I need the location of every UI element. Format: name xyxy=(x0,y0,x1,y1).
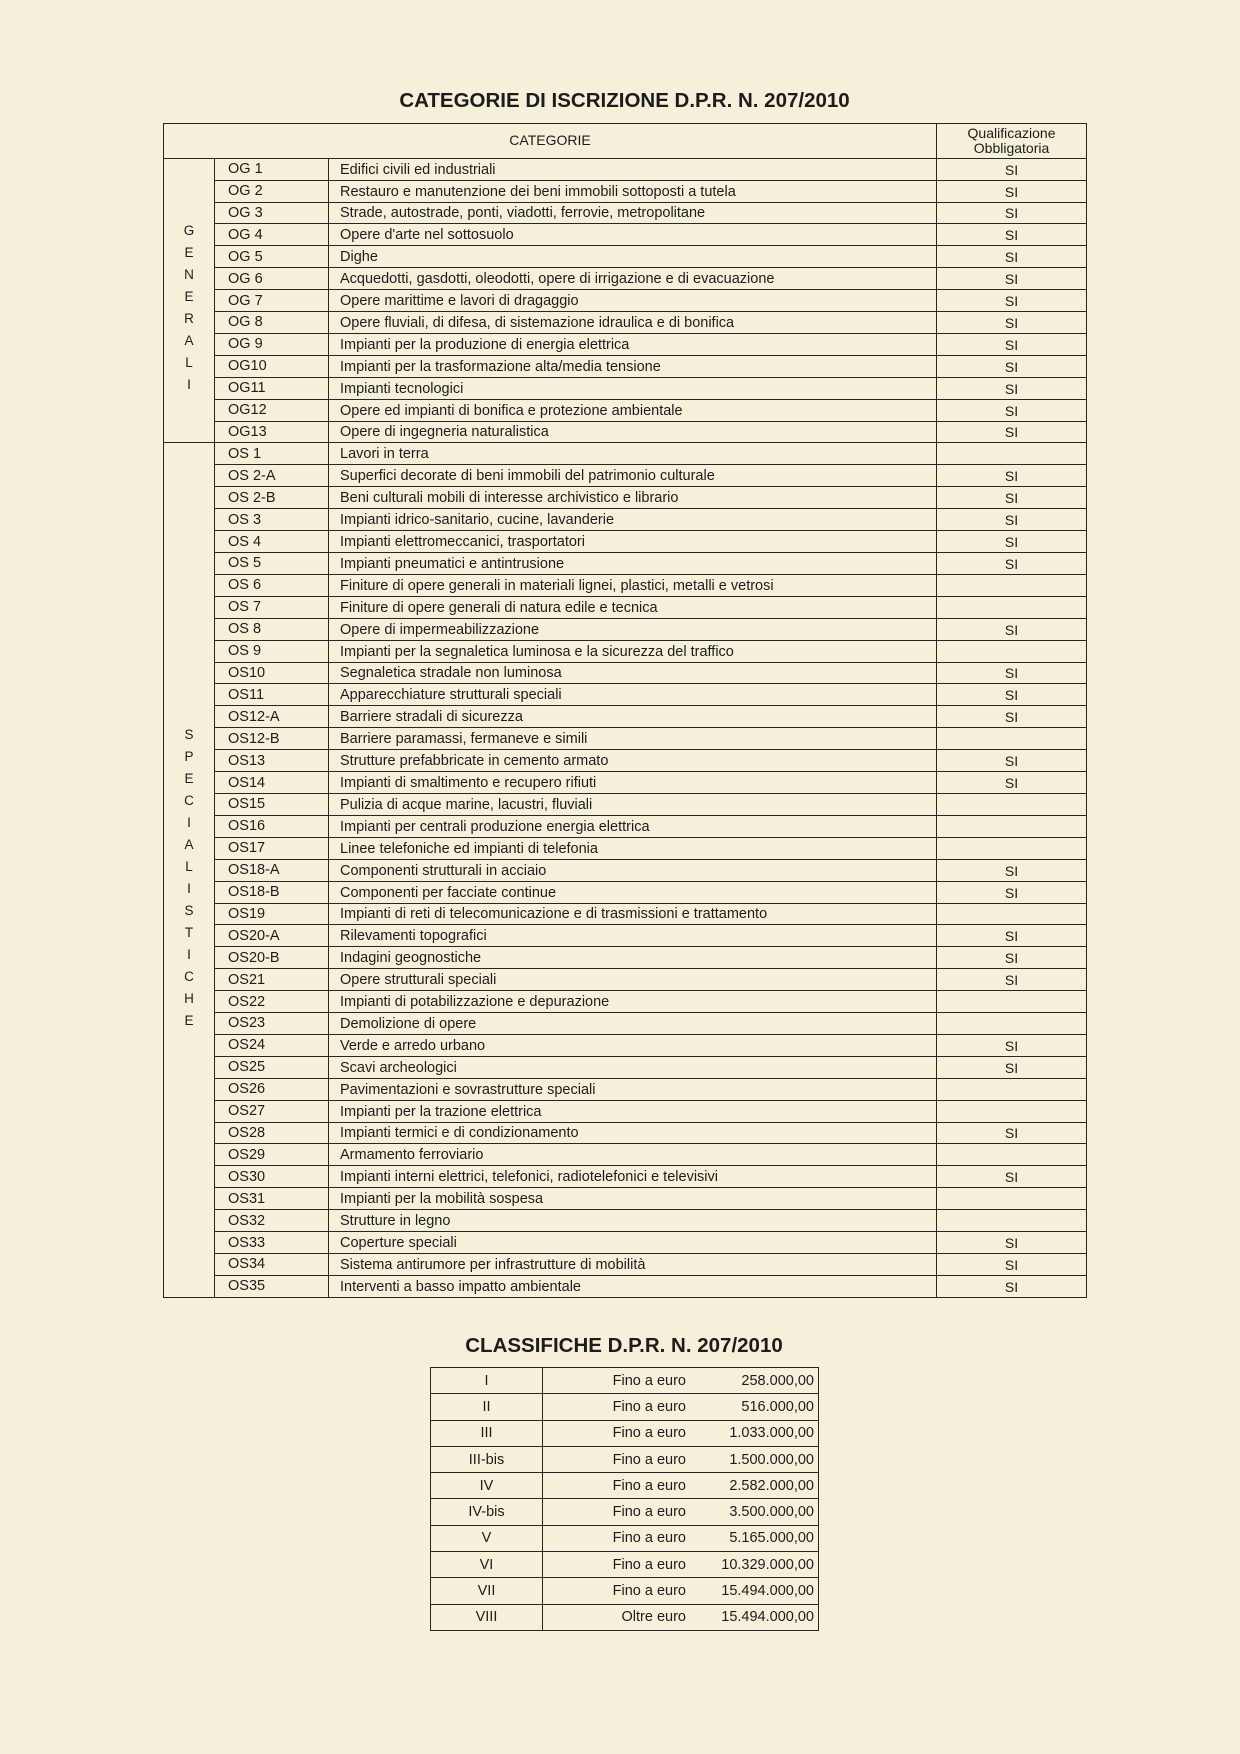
category-description: Scavi archeologici xyxy=(329,1056,937,1078)
classifica-row xyxy=(431,1420,819,1446)
category-description: Pavimentazioni e sovrastrutture speciali xyxy=(329,1078,937,1100)
classifica-amount: 1.500.000,00 xyxy=(729,1451,814,1468)
qualification-required: SI xyxy=(937,750,1087,772)
category-code: OS11 xyxy=(215,684,329,706)
category-code: OS17 xyxy=(215,837,329,859)
category-code: OS18-B xyxy=(215,881,329,903)
category-description: Beni culturali mobili di interesse archivistico e librario xyxy=(329,487,937,509)
category-code: OG13 xyxy=(215,421,329,443)
category-code: OS 4 xyxy=(215,531,329,553)
table-row xyxy=(164,1122,1087,1144)
group-label-letter: E xyxy=(184,1012,194,1028)
table-row xyxy=(164,991,1087,1013)
category-description: Impianti di smaltimento e recupero rifiuti xyxy=(329,772,937,794)
classifica-limit-label: Fino a euro xyxy=(612,1477,686,1494)
qualification-required xyxy=(937,640,1087,662)
table-row xyxy=(164,662,1087,684)
category-description: Strutture prefabbricate in cemento armato xyxy=(329,750,937,772)
group-label-letter: G xyxy=(183,223,195,239)
classifica-row xyxy=(431,1604,819,1630)
qualification-required: SI xyxy=(937,290,1087,312)
qualification-required: SI xyxy=(937,246,1087,268)
classifica-row xyxy=(431,1525,819,1551)
table-row xyxy=(164,1100,1087,1122)
qualification-required xyxy=(937,1100,1087,1122)
classifica-limit-label: Fino a euro xyxy=(612,1372,686,1389)
group-label-letter: L xyxy=(185,355,193,371)
category-description: Indagini geognostiche xyxy=(329,947,937,969)
qualification-required: SI xyxy=(937,925,1087,947)
category-code: OS33 xyxy=(215,1232,329,1254)
table-row xyxy=(164,421,1087,443)
table-row xyxy=(164,706,1087,728)
classifica-amount: 258.000,00 xyxy=(741,1372,814,1389)
qualification-required xyxy=(937,903,1087,925)
category-code: OG 4 xyxy=(215,224,329,246)
group-label-letter: E xyxy=(184,289,194,305)
category-description: Opere di impermeabilizzazione xyxy=(329,618,937,640)
table-row xyxy=(164,531,1087,553)
table-row xyxy=(164,618,1087,640)
classifica-limit-label: Fino a euro xyxy=(612,1451,686,1468)
classifica-row xyxy=(431,1368,819,1394)
table-row xyxy=(164,793,1087,815)
qualification-required xyxy=(937,1013,1087,1035)
table-row xyxy=(164,1232,1087,1254)
qualification-required: SI xyxy=(937,465,1087,487)
category-code: OS23 xyxy=(215,1013,329,1035)
classifica-level: IV-bis xyxy=(431,1499,543,1525)
classifica-limit-label: Fino a euro xyxy=(612,1583,686,1600)
qualification-required: SI xyxy=(937,1122,1087,1144)
classifica-amount: 1.033.000,00 xyxy=(729,1425,814,1442)
table-row xyxy=(164,947,1087,969)
table-row xyxy=(164,1013,1087,1035)
table-row xyxy=(164,1210,1087,1232)
qualification-required xyxy=(937,793,1087,815)
category-code: OS24 xyxy=(215,1034,329,1056)
category-code: OS12-B xyxy=(215,728,329,750)
table-row xyxy=(164,1078,1087,1100)
category-description: Impianti pneumatici e antintrusione xyxy=(329,553,937,575)
qualification-required: SI xyxy=(937,684,1087,706)
group-label-letter: T xyxy=(184,924,194,940)
category-code: OS20-A xyxy=(215,925,329,947)
table-row xyxy=(164,333,1087,355)
category-code: OS19 xyxy=(215,903,329,925)
category-description: Acquedotti, gasdotti, oleodotti, opere di irrigazione e di evacuazione xyxy=(329,268,937,290)
classifica-limit-label: Fino a euro xyxy=(612,1556,686,1573)
qualification-required: SI xyxy=(937,706,1087,728)
classifica-row xyxy=(431,1578,819,1604)
classifica-limit-cell xyxy=(543,1368,819,1394)
qualification-required: SI xyxy=(937,881,1087,903)
qualification-required: SI xyxy=(937,1166,1087,1188)
category-code: OS30 xyxy=(215,1166,329,1188)
category-code: OS 9 xyxy=(215,640,329,662)
table-row xyxy=(164,772,1087,794)
table-row xyxy=(164,290,1087,312)
qualification-required: SI xyxy=(937,531,1087,553)
group-label-letter: C xyxy=(184,968,194,984)
table-row xyxy=(164,574,1087,596)
category-description: Restauro e manutenzione dei beni immobili sottoposti a tutela xyxy=(329,180,937,202)
table-row xyxy=(164,509,1087,531)
table-row xyxy=(164,1056,1087,1078)
category-description: Impianti per la trazione elettrica xyxy=(329,1100,937,1122)
qualification-required: SI xyxy=(937,553,1087,575)
classifica-level: V xyxy=(431,1525,543,1551)
category-code: OG 7 xyxy=(215,290,329,312)
table-row xyxy=(164,859,1087,881)
qualification-required: SI xyxy=(937,268,1087,290)
qualification-required xyxy=(937,815,1087,837)
category-description: Edifici civili ed industriali xyxy=(329,158,937,180)
table-row xyxy=(164,246,1087,268)
category-code: OG 3 xyxy=(215,202,329,224)
classifica-row xyxy=(431,1394,819,1420)
category-description: Opere marittime e lavori di dragaggio xyxy=(329,290,937,312)
categories-table-body xyxy=(164,158,1087,1297)
group-label xyxy=(164,724,214,1032)
group-label-letter: E xyxy=(184,770,194,786)
category-description: Rilevamenti topografici xyxy=(329,925,937,947)
header-obbligatoria: Obbligatoria xyxy=(973,139,1050,156)
category-description: Dighe xyxy=(329,246,937,268)
classifica-amount: 516.000,00 xyxy=(741,1398,814,1415)
category-code: OS 3 xyxy=(215,509,329,531)
classifica-level: III xyxy=(431,1420,543,1446)
classifica-amount: 15.494.000,00 xyxy=(721,1583,814,1600)
qualification-required: SI xyxy=(937,180,1087,202)
classifica-limit-cell xyxy=(543,1552,819,1578)
qualification-required: SI xyxy=(937,662,1087,684)
category-code: OG 6 xyxy=(215,268,329,290)
table-row xyxy=(164,1034,1087,1056)
qualification-required: SI xyxy=(937,1056,1087,1078)
qualification-required xyxy=(937,443,1087,465)
qualification-required: SI xyxy=(937,377,1087,399)
category-description: Impianti elettromeccanici, trasportatori xyxy=(329,531,937,553)
qualification-required xyxy=(937,1188,1087,1210)
category-code: OS 6 xyxy=(215,574,329,596)
category-description: Impianti per la segnaletica luminosa e la sicurezza del traffico xyxy=(329,640,937,662)
category-description: Componenti per facciate continue xyxy=(329,881,937,903)
category-description: Finiture di opere generali in materiali lignei, plastici, metalli e vetrosi xyxy=(329,574,937,596)
category-code: OG 8 xyxy=(215,312,329,334)
qualification-required: SI xyxy=(937,399,1087,421)
category-code: OS 2-B xyxy=(215,487,329,509)
classifica-limit-label: Oltre euro xyxy=(621,1609,686,1626)
category-description: Impianti di potabilizzazione e depurazione xyxy=(329,991,937,1013)
category-code: OS14 xyxy=(215,772,329,794)
category-code: OS35 xyxy=(215,1275,329,1297)
table-header-row xyxy=(164,124,1087,159)
category-code: OG 9 xyxy=(215,333,329,355)
categories-table-head xyxy=(164,124,1087,159)
category-code: OG 5 xyxy=(215,246,329,268)
classifica-amount: 5.165.000,00 xyxy=(729,1530,814,1547)
category-description: Opere strutturali speciali xyxy=(329,969,937,991)
category-description: Apparecchiature strutturali speciali xyxy=(329,684,937,706)
category-description: Componenti strutturali in acciaio xyxy=(329,859,937,881)
category-description: Impianti per la produzione di energia elettrica xyxy=(329,333,937,355)
category-code: OS16 xyxy=(215,815,329,837)
category-description: Opere d'arte nel sottosuolo xyxy=(329,224,937,246)
table-row xyxy=(164,399,1087,421)
qualification-required: SI xyxy=(937,509,1087,531)
qualification-required: SI xyxy=(937,1254,1087,1276)
table-row xyxy=(164,640,1087,662)
qualification-required: SI xyxy=(937,421,1087,443)
category-description: Lavori in terra xyxy=(329,443,937,465)
table-row xyxy=(164,1254,1087,1276)
category-code: OS 7 xyxy=(215,596,329,618)
classifica-limit-cell xyxy=(543,1394,819,1420)
classifica-amount: 10.329.000,00 xyxy=(721,1556,814,1573)
table-row xyxy=(164,1144,1087,1166)
category-description: Impianti di reti di telecomunicazione e di trasmissioni e trattamento xyxy=(329,903,937,925)
category-description: Barriere stradali di sicurezza xyxy=(329,706,937,728)
category-code: OS32 xyxy=(215,1210,329,1232)
table-row xyxy=(164,465,1087,487)
qualification-required: SI xyxy=(937,618,1087,640)
group-label-letter: R xyxy=(184,311,194,327)
categories-table xyxy=(163,123,1087,1298)
classifica-limit-cell xyxy=(543,1420,819,1446)
category-code: OG12 xyxy=(215,399,329,421)
category-code: OS28 xyxy=(215,1122,329,1144)
classifica-amount: 3.500.000,00 xyxy=(729,1504,814,1521)
classifica-row xyxy=(431,1499,819,1525)
qualification-required: SI xyxy=(937,355,1087,377)
classifica-level: II xyxy=(431,1394,543,1420)
table-row xyxy=(164,487,1087,509)
table-row xyxy=(164,837,1087,859)
category-code: OG 2 xyxy=(215,180,329,202)
category-code: OS26 xyxy=(215,1078,329,1100)
group-label-letter: S xyxy=(184,726,194,742)
category-description: Strade, autostrade, ponti, viadotti, ferrovie, metropolitane xyxy=(329,202,937,224)
qualification-required xyxy=(937,574,1087,596)
category-code: OS20-B xyxy=(215,947,329,969)
category-code: OS34 xyxy=(215,1254,329,1276)
group-label-letter: I xyxy=(187,880,191,896)
classifica-amount: 2.582.000,00 xyxy=(729,1477,814,1494)
table-row xyxy=(164,1166,1087,1188)
category-description: Pulizia di acque marine, lacustri, fluviali xyxy=(329,793,937,815)
table-row xyxy=(164,202,1087,224)
classifica-level: VII xyxy=(431,1578,543,1604)
category-description: Armamento ferroviario xyxy=(329,1144,937,1166)
category-description: Strutture in legno xyxy=(329,1210,937,1232)
qualification-required: SI xyxy=(937,158,1087,180)
table-row xyxy=(164,268,1087,290)
category-code: OS29 xyxy=(215,1144,329,1166)
page-title: CATEGORIE DI ISCRIZIONE D.P.R. N. 207/2010 xyxy=(399,89,850,112)
table-row xyxy=(164,903,1087,925)
table-row xyxy=(164,815,1087,837)
qualification-required: SI xyxy=(937,969,1087,991)
category-description: Sistema antirumore per infrastrutture di mobilità xyxy=(329,1254,937,1276)
classifica-limit-cell xyxy=(543,1604,819,1630)
table-row xyxy=(164,553,1087,575)
table-row xyxy=(164,925,1087,947)
category-description: Coperture speciali xyxy=(329,1232,937,1254)
group-label-letter: E xyxy=(184,245,194,261)
classifica-row xyxy=(431,1552,819,1578)
category-code: OS27 xyxy=(215,1100,329,1122)
qualification-required: SI xyxy=(937,1034,1087,1056)
classifica-level: VIII xyxy=(431,1604,543,1630)
classifica-row xyxy=(431,1473,819,1499)
qualification-required xyxy=(937,991,1087,1013)
qualification-required: SI xyxy=(937,312,1087,334)
category-description: Superfici decorate di beni immobili del patrimonio culturale xyxy=(329,465,937,487)
table-row xyxy=(164,969,1087,991)
category-code: OS10 xyxy=(215,662,329,684)
table-row xyxy=(164,443,1087,465)
category-description: Opere fluviali, di difesa, di sistemazione idraulica e di bonifica xyxy=(329,312,937,334)
qualification-required xyxy=(937,728,1087,750)
header-qualificazione-obbligatoria xyxy=(937,124,1087,159)
classifica-limit-label: Fino a euro xyxy=(612,1530,686,1547)
table-row xyxy=(164,312,1087,334)
classifica-limit-cell xyxy=(543,1473,819,1499)
table-row xyxy=(164,596,1087,618)
qualification-required: SI xyxy=(937,1275,1087,1297)
classifica-limit-cell xyxy=(543,1499,819,1525)
category-code: OG 1 xyxy=(215,158,329,180)
category-description: Impianti per centrali produzione energia elettrica xyxy=(329,815,937,837)
category-description: Barriere paramassi, fermaneve e simili xyxy=(329,728,937,750)
classifica-level: III-bis xyxy=(431,1446,543,1472)
qualification-required: SI xyxy=(937,333,1087,355)
group-label-letter: C xyxy=(184,792,194,808)
table-row xyxy=(164,377,1087,399)
qualification-required xyxy=(937,1144,1087,1166)
category-code: OG10 xyxy=(215,355,329,377)
category-description: Verde e arredo urbano xyxy=(329,1034,937,1056)
classifica-row xyxy=(431,1446,819,1472)
table-row xyxy=(164,684,1087,706)
group-label-cell xyxy=(164,443,215,1297)
category-code: OS13 xyxy=(215,750,329,772)
table-row xyxy=(164,728,1087,750)
category-description: Impianti idrico-sanitario, cucine, lavanderie xyxy=(329,509,937,531)
classifiche-title: CLASSIFICHE D.P.R. N. 207/2010 xyxy=(465,1334,783,1357)
classifica-limit-label: Fino a euro xyxy=(612,1398,686,1415)
category-description: Segnaletica stradale non luminosa xyxy=(329,662,937,684)
table-row xyxy=(164,750,1087,772)
group-label-letter: N xyxy=(184,267,194,283)
qualification-required xyxy=(937,837,1087,859)
table-row xyxy=(164,1275,1087,1297)
category-code: OS31 xyxy=(215,1188,329,1210)
group-label-letter: S xyxy=(184,902,194,918)
qualification-required: SI xyxy=(937,947,1087,969)
qualification-required: SI xyxy=(937,224,1087,246)
qualification-required xyxy=(937,1078,1087,1100)
category-code: OS25 xyxy=(215,1056,329,1078)
classifica-limit-cell xyxy=(543,1446,819,1472)
category-description: Opere di ingegneria naturalistica xyxy=(329,421,937,443)
table-row xyxy=(164,180,1087,202)
classifica-level: IV xyxy=(431,1473,543,1499)
category-code: OS15 xyxy=(215,793,329,815)
group-label xyxy=(164,220,214,396)
classifica-amount: 15.494.000,00 xyxy=(721,1609,814,1626)
classifica-limit-label: Fino a euro xyxy=(612,1504,686,1521)
classifiche-table xyxy=(430,1367,819,1631)
classifica-limit-label: Fino a euro xyxy=(612,1425,686,1442)
qualification-required: SI xyxy=(937,859,1087,881)
classifica-level: I xyxy=(431,1368,543,1394)
group-label-letter: H xyxy=(184,990,194,1006)
group-label-letter: A xyxy=(184,836,194,852)
category-code: OS22 xyxy=(215,991,329,1013)
table-row xyxy=(164,158,1087,180)
classifica-limit-cell xyxy=(543,1525,819,1551)
header-qualificazione: Qualificazione xyxy=(967,124,1056,141)
group-label-letter: L xyxy=(185,858,193,874)
category-code: OS21 xyxy=(215,969,329,991)
table-row xyxy=(164,355,1087,377)
category-code: OS12-A xyxy=(215,706,329,728)
category-description: Linee telefoniche ed impianti di telefonia xyxy=(329,837,937,859)
qualification-required: SI xyxy=(937,487,1087,509)
table-row xyxy=(164,224,1087,246)
table-row xyxy=(164,881,1087,903)
classifica-limit-cell xyxy=(543,1578,819,1604)
classifica-level: VI xyxy=(431,1552,543,1578)
category-description: Demolizione di opere xyxy=(329,1013,937,1035)
qualification-required: SI xyxy=(937,772,1087,794)
qualification-required: SI xyxy=(937,202,1087,224)
category-code: OS 5 xyxy=(215,553,329,575)
category-code: OS 8 xyxy=(215,618,329,640)
category-description: Impianti termici e di condizionamento xyxy=(329,1122,937,1144)
qualification-required xyxy=(937,596,1087,618)
category-code: OS 2-A xyxy=(215,465,329,487)
group-label-letter: A xyxy=(184,333,194,349)
group-label-cell xyxy=(164,158,215,443)
category-description: Impianti interni elettrici, telefonici, radiotelefonici e televisivi xyxy=(329,1166,937,1188)
group-label-letter: P xyxy=(184,748,194,764)
qualification-required: SI xyxy=(937,1232,1087,1254)
category-code: OS18-A xyxy=(215,859,329,881)
group-label-letter: I xyxy=(187,814,191,830)
category-description: Impianti per la trasformazione alta/media tensione xyxy=(329,355,937,377)
category-description: Impianti per la mobilità sospesa xyxy=(329,1188,937,1210)
qualification-required xyxy=(937,1210,1087,1232)
table-row xyxy=(164,1188,1087,1210)
category-description: Opere ed impianti di bonifica e protezione ambientale xyxy=(329,399,937,421)
classifiche-table-body xyxy=(431,1368,819,1631)
category-code: OG11 xyxy=(215,377,329,399)
header-categorie: CATEGORIE xyxy=(164,124,937,159)
category-description: Finiture di opere generali di natura edile e tecnica xyxy=(329,596,937,618)
category-description: Impianti tecnologici xyxy=(329,377,937,399)
category-description: Interventi a basso impatto ambientale xyxy=(329,1275,937,1297)
category-code: OS 1 xyxy=(215,443,329,465)
group-label-letter: I xyxy=(187,377,191,393)
group-label-letter: I xyxy=(187,946,191,962)
